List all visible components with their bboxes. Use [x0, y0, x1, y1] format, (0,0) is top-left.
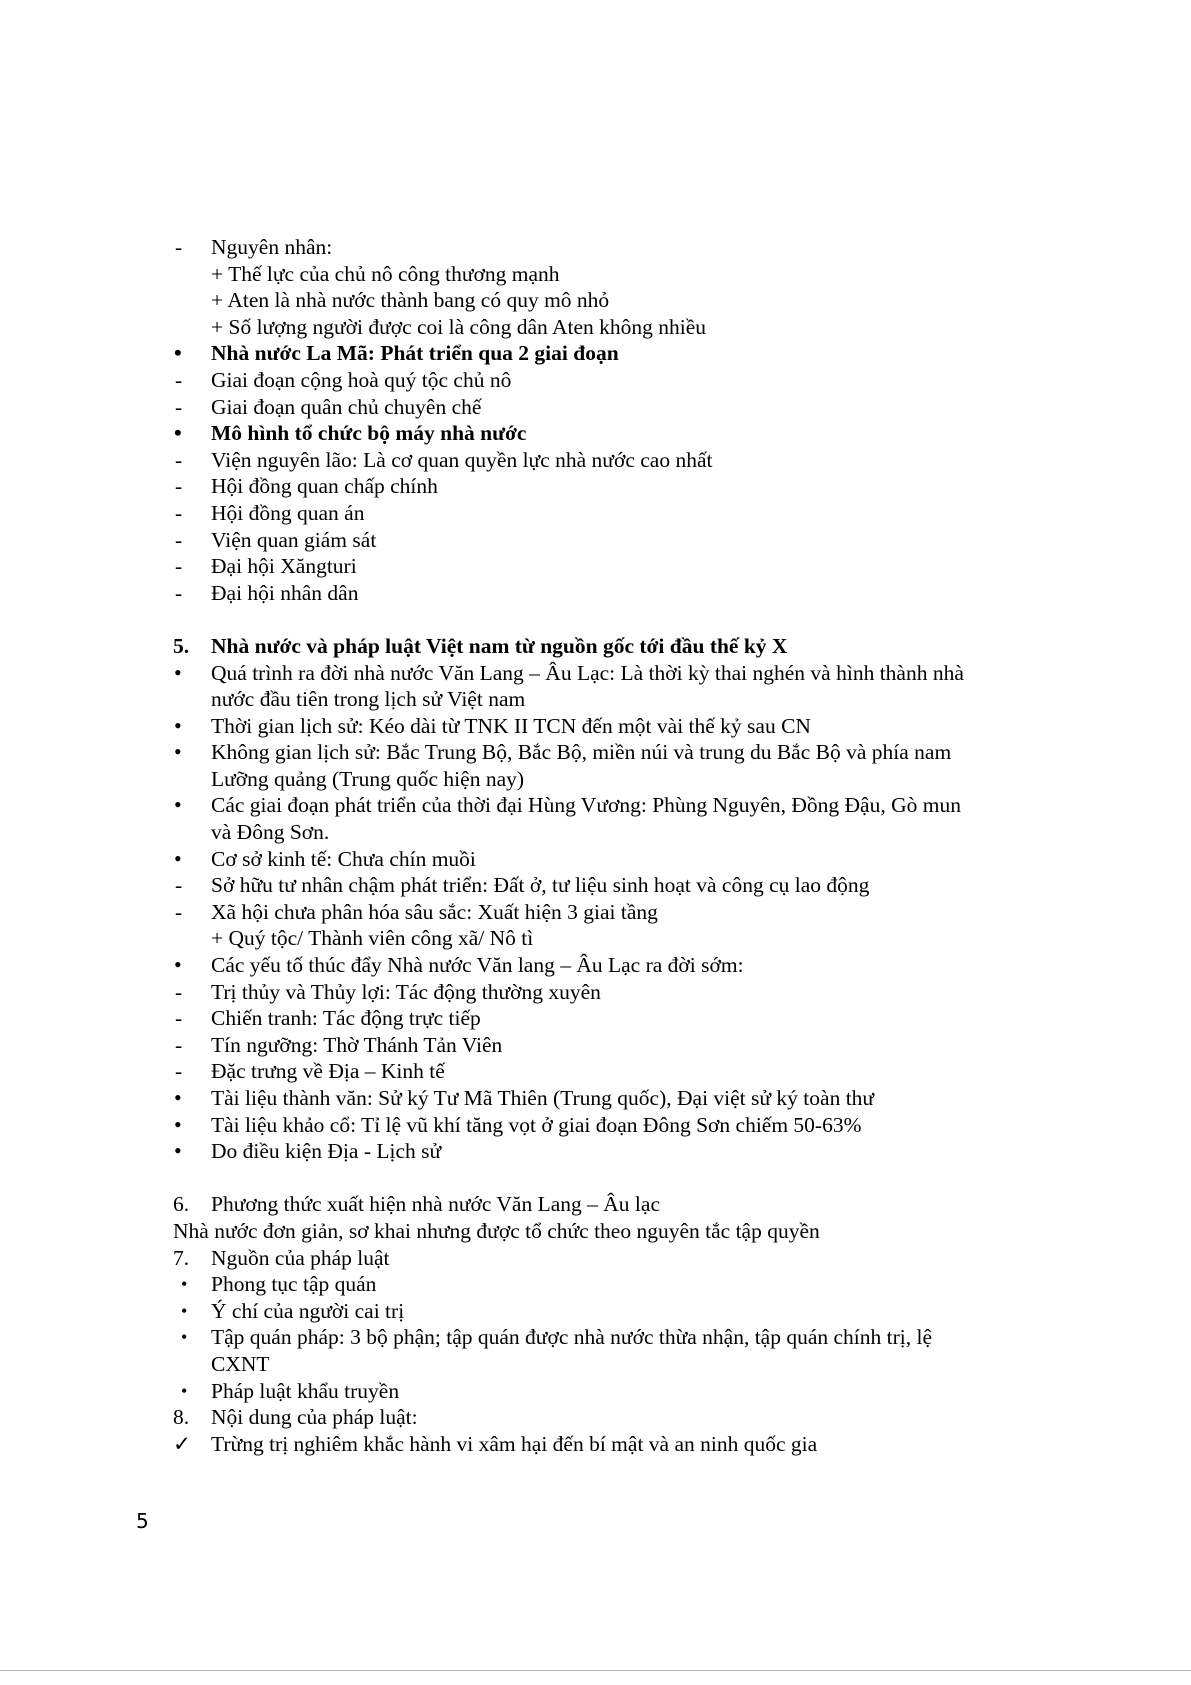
- checkmark-icon: ✓: [173, 1431, 192, 1456]
- line-text: Không gian lịch sử: Bắc Trung Bộ, Bắc Bộ, miền núi và trung du Bắc Bộ và phía nam: [211, 740, 952, 765]
- list-item-dash: [173, 872, 1053, 899]
- bullet-marker: •: [174, 712, 182, 738]
- line-text: nước đầu tiên trong lịch sử Việt nam: [211, 687, 526, 712]
- footer-divider: [0, 1670, 1191, 1671]
- list-item-dash: [173, 473, 1053, 500]
- list-item-bullet: [173, 792, 1053, 819]
- line-text: Xã hội chưa phân hóa sâu sắc: Xuất hiện 3 giai tầng: [211, 899, 658, 924]
- sub-item: [173, 261, 1053, 288]
- continuation-line: [173, 766, 1053, 793]
- line-text: và Đông Sơn.: [211, 820, 330, 845]
- bullet-marker: •: [174, 952, 182, 978]
- continuation-line: [173, 1351, 1053, 1378]
- line-text: Giai đoạn quân chủ chuyên chế: [211, 394, 482, 419]
- bullet-marker: •: [174, 1138, 182, 1164]
- line-text: Chiến tranh: Tác động trực tiếp: [211, 1006, 481, 1031]
- line-text: Viện quan giám sát: [211, 527, 377, 552]
- dash-marker: -: [175, 394, 183, 419]
- dash-marker: -: [175, 527, 183, 552]
- list-item-bullet: [173, 952, 1053, 979]
- bullet-marker: •: [174, 1085, 182, 1110]
- bullet-marker: •: [174, 739, 182, 765]
- dash-marker: -: [175, 899, 183, 924]
- bullet-marker: •: [181, 1327, 188, 1348]
- sub-item: [173, 925, 1053, 952]
- list-item-bullet: [173, 660, 1053, 687]
- bullet-marker: •: [181, 1380, 188, 1401]
- list-item-bullet: [173, 713, 1053, 740]
- line-text: Quá trình ra đời nhà nước Văn Lang – Âu Lạc: Là thời kỳ thai nghén và hình thành nhà: [211, 660, 964, 685]
- line-text: + Quý tộc/ Thành viên công xã/ Nô tì: [211, 926, 534, 951]
- section-heading-5: [173, 633, 1053, 660]
- line-text: Đại hội Xăngturi: [211, 554, 357, 579]
- line-text: Hội đồng quan chấp chính: [211, 474, 438, 499]
- list-item-dash: [173, 553, 1053, 580]
- continuation-line: [173, 819, 1053, 846]
- list-item-check: [173, 1431, 1053, 1458]
- line-text: Tập quán pháp: 3 bộ phận; tập quán được nhà nước thừa nhận, tập quán chính trị, lệ: [211, 1325, 933, 1350]
- dash-marker: -: [175, 235, 183, 259]
- document-body: [173, 234, 1053, 1457]
- line-text: Nguồn của pháp luật: [211, 1245, 390, 1270]
- dash-marker: -: [175, 1059, 183, 1084]
- list-item-dash: [173, 1032, 1053, 1059]
- line-text: Đại hội nhân dân: [211, 580, 359, 605]
- list-item-bullet: [173, 1324, 1053, 1351]
- dash-marker: -: [175, 1006, 183, 1031]
- list-item-dash: [173, 394, 1053, 421]
- blank-line: [173, 1165, 1053, 1192]
- line-text: Đặc trưng về Địa – Kinh tế: [211, 1059, 445, 1084]
- sub-item: [173, 287, 1053, 314]
- line-text: Thời gian lịch sử: Kéo dài từ TNK II TCN đến một vài thế kỷ sau CN: [211, 713, 811, 738]
- line-text: Tài liệu khảo cổ: Tỉ lệ vũ khí tăng vọt ở giai đoạn Đông Sơn chiếm 50-63%: [211, 1112, 862, 1137]
- paragraph: [173, 1218, 1053, 1245]
- list-item-bullet: [173, 340, 1053, 367]
- dash-marker: -: [175, 500, 183, 525]
- line-text: Mô hình tổ chức bộ máy nhà nước: [211, 421, 527, 446]
- list-item-dash: [173, 367, 1053, 394]
- list-item-dash: [173, 580, 1053, 607]
- dash-marker: -: [175, 1032, 183, 1057]
- line-text: Sở hữu tư nhân chậm phát triển: Đất ở, tư liệu sinh hoạt và công cụ lao động: [211, 873, 870, 898]
- list-item-dash: [173, 899, 1053, 926]
- line-text: CXNT: [211, 1351, 270, 1376]
- line-text: Nhà nước và pháp luật Việt nam từ nguồn gốc tới đầu thế kỷ X: [211, 633, 788, 658]
- section-heading-8: [173, 1404, 1053, 1431]
- list-item-bullet: [173, 1112, 1053, 1139]
- list-item-bullet: [173, 1085, 1053, 1112]
- line-text: Nội dung của pháp luật:: [211, 1405, 418, 1430]
- bullet-marker: •: [174, 845, 182, 871]
- line-text: Nhà nước La Mã: Phát triển qua 2 giai đoạn: [211, 341, 619, 366]
- dash-marker: -: [175, 580, 183, 605]
- dash-marker: -: [175, 474, 183, 499]
- list-item-dash: [173, 447, 1053, 474]
- list-item-dash: [173, 1005, 1053, 1032]
- line-text: Ý chí của người cai trị: [211, 1298, 405, 1323]
- bullet-marker: •: [174, 340, 182, 366]
- list-item-bullet: [173, 739, 1053, 766]
- page-number: 5: [136, 1509, 149, 1533]
- list-item-dash: [173, 500, 1053, 527]
- sub-item: [173, 314, 1053, 341]
- list-item-bullet: [173, 1138, 1053, 1165]
- line-text: Phong tục tập quán: [211, 1272, 377, 1297]
- list-item-bullet: [173, 1378, 1053, 1405]
- dash-marker: -: [175, 979, 183, 1004]
- line-text: Phương thức xuất hiện nhà nước Văn Lang – Âu lạc: [211, 1192, 660, 1217]
- line-text: Các giai đoạn phát triển của thời đại Hùng Vương: Phùng Nguyên, Đồng Đậu, Gò mun: [211, 793, 961, 818]
- dash-marker: -: [175, 447, 183, 472]
- section-number: 7.: [173, 1245, 190, 1270]
- list-item-dash: [173, 234, 1053, 261]
- line-text: Trị thủy và Thủy lợi: Tác động thường xuyên: [211, 979, 601, 1004]
- line-text: Nguyên nhân:: [211, 235, 333, 259]
- line-text: Trừng trị nghiêm khắc hành vi xâm hại đến bí mật và an ninh quốc gia: [211, 1431, 818, 1456]
- list-item-bullet: [173, 1271, 1053, 1298]
- line-text: Các yếu tố thúc đẩy Nhà nước Văn lang – Âu Lạc ra đời sớm:: [211, 953, 744, 978]
- section-number: 5.: [173, 633, 190, 658]
- dash-marker: -: [175, 554, 183, 579]
- line-text: + Số lượng người được coi là công dân Aten không nhiều: [211, 314, 707, 339]
- section-heading-6: [173, 1191, 1053, 1218]
- bullet-marker: •: [174, 659, 182, 685]
- blank-line: [173, 606, 1053, 633]
- list-item-dash: [173, 527, 1053, 554]
- continuation-line: [173, 686, 1053, 713]
- line-text: + Thế lực của chủ nô công thương mạnh: [211, 261, 560, 286]
- line-text: Do điều kiện Địa - Lịch sử: [211, 1139, 442, 1164]
- bullet-marker: •: [181, 1274, 188, 1295]
- bullet-marker: •: [181, 1300, 188, 1321]
- section-heading-7: [173, 1245, 1053, 1272]
- line-text: Hội đồng quan án: [211, 500, 365, 525]
- line-text: Giai đoạn cộng hoà quý tộc chủ nô: [211, 367, 512, 392]
- dash-marker: -: [175, 873, 183, 898]
- list-item-dash: [173, 1058, 1053, 1085]
- list-item-bullet: [173, 846, 1053, 873]
- bullet-marker: •: [174, 1111, 182, 1137]
- list-item-bullet: [173, 420, 1053, 447]
- line-text: Cơ sở kinh tế: Chưa chín muồi: [211, 846, 476, 871]
- line-text: Viện nguyên lão: Là cơ quan quyền lực nhà nước cao nhất: [211, 447, 713, 472]
- line-text: Tài liệu thành văn: Sử ký Tư Mã Thiên (Trung quốc), Đại việt sử ký toàn thư: [211, 1086, 875, 1110]
- dash-marker: -: [175, 367, 183, 392]
- line-text: Tín ngưỡng: Thờ Thánh Tản Viên: [211, 1032, 503, 1057]
- section-number: 8.: [173, 1405, 190, 1430]
- list-item-bullet: [173, 1298, 1053, 1325]
- line-text: Lưỡng quảng (Trung quốc hiện nay): [211, 766, 525, 791]
- line-text: Pháp luật khẩu truyền: [211, 1378, 400, 1403]
- bullet-marker: •: [174, 420, 182, 446]
- line-text: Nhà nước đơn giản, sơ khai nhưng được tổ chức theo nguyên tắc tập quyền: [173, 1218, 820, 1243]
- section-number: 6.: [173, 1192, 190, 1217]
- line-text: + Aten là nhà nước thành bang có quy mô nhỏ: [211, 288, 610, 313]
- bullet-marker: •: [174, 792, 182, 818]
- list-item-dash: [173, 979, 1053, 1006]
